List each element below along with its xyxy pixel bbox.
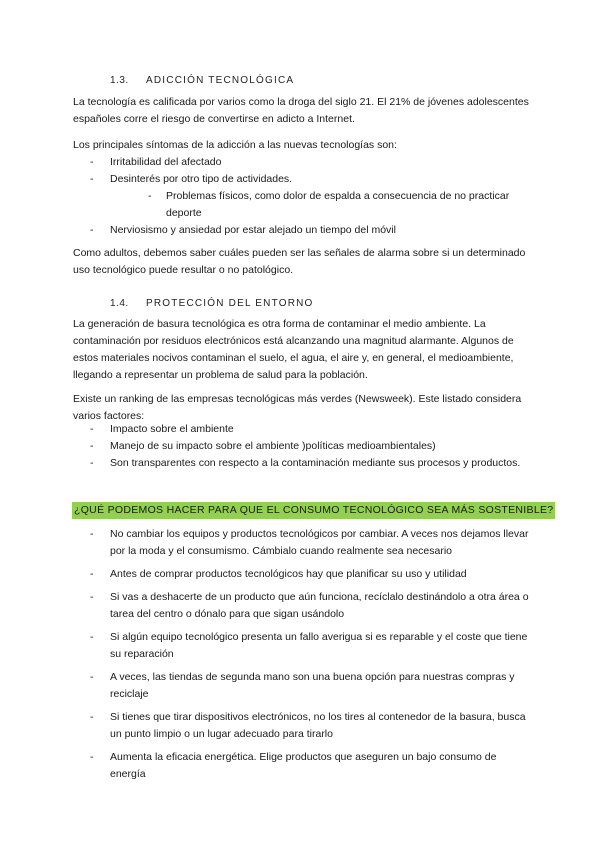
section-number: 1.3.	[110, 75, 129, 86]
list-item-text: Desinterés por otro tipo de actividades.	[110, 173, 293, 185]
section-title: PROTECCIÓN DEL ENTORNO	[146, 298, 314, 309]
paragraph-intro-addiction: La tecnología es calificada por varios como la droga del siglo 21. El 21% de jóvenes adolescentes españoles corre el riesgo de convertirse en adicto a Internet.	[73, 96, 529, 125]
list-item: - Impacto sobre el ambiente	[73, 421, 529, 438]
list-item: - Irritabilidad del afectado	[73, 154, 529, 171]
list-item: - Aumenta la eficacia energética. Elige productos que aseguren un bajo consumo de energía	[73, 749, 529, 783]
section-number: 1.4.	[110, 298, 129, 309]
symptom-list	[73, 154, 529, 239]
list-item: - Si vas a deshacerte de un producto que aún funciona, recíclalo destinándolo a otra área o tarea del centro o dónalo para que sigan usándolo	[73, 589, 529, 623]
list-item: - Manejo de su impacto sobre el ambiente )políticas medioambientales)	[73, 438, 529, 455]
list-item: - Si tienes que tirar dispositivos electrónicos, no los tires al contenedor de la basura, busca un punto limpio o un lugar adecuado para tirarlo	[73, 709, 529, 743]
list-item	[73, 171, 529, 222]
section-heading-1-4	[110, 295, 314, 312]
paragraph-closing-addiction: Como adultos, debemos saber cuáles pueden ser las señales de alarma sobre si un determinado uso tecnológico puede resultar o no patológico.	[73, 247, 526, 276]
tips-list	[73, 526, 529, 789]
section-title: ADICCIÓN TECNOLÓGICA	[146, 75, 295, 86]
section-heading-1-3	[110, 72, 294, 89]
factor-list	[73, 421, 529, 472]
paragraph-symptoms-lead: Los principales síntomas de la adicción a las nuevas tecnologías son:	[73, 139, 397, 151]
list-item: - No cambiar los equipos y productos tecnológicos por cambiar. A veces nos dejamos llevar por la moda y el consumismo. Cámbialo cuando realmente sea necesario	[73, 526, 529, 560]
paragraph-intro-environment: La generación de basura tecnológica es otra forma de contaminar el medio ambiente. La contaminación por residuos electrónicos está alcanzando una magnitud alarmante. Algunos de estos materiales nocivos contaminan el suelo, el agua, el aire y, en general, el medioambiente, llegando a representar un problema de salud para la población.	[73, 318, 514, 381]
sub-list-item: - Problemas físicos, como dolor de espalda a consecuencia de no practicar deporte	[73, 188, 529, 222]
question-heading: ¿QUÉ PODEMOS HACER PARA QUE EL CONSUMO TECNOLÓGICO SEA MÁS SOSTENIBLE?	[72, 502, 555, 519]
list-item: - A veces, las tiendas de segunda mano son una buena opción para nuestras compras y reciclaje	[73, 669, 529, 703]
paragraph-ranking-lead: Existe un ranking de las empresas tecnológicas más verdes (Newsweek). Este listado considera varios factores:	[73, 393, 522, 422]
list-item: - Nerviosismo y ansiedad por estar alejado un tiempo del móvil	[73, 222, 529, 239]
list-item: - Antes de comprar productos tecnológicos hay que planificar su uso y utilidad	[73, 566, 529, 583]
sub-list	[73, 188, 529, 222]
list-item: - Si algún equipo tecnológico presenta un fallo averigua si es reparable y el coste que tiene su reparación	[73, 629, 529, 663]
list-item: - Son transparentes con respecto a la contaminación mediante sus procesos y productos.	[73, 455, 529, 472]
